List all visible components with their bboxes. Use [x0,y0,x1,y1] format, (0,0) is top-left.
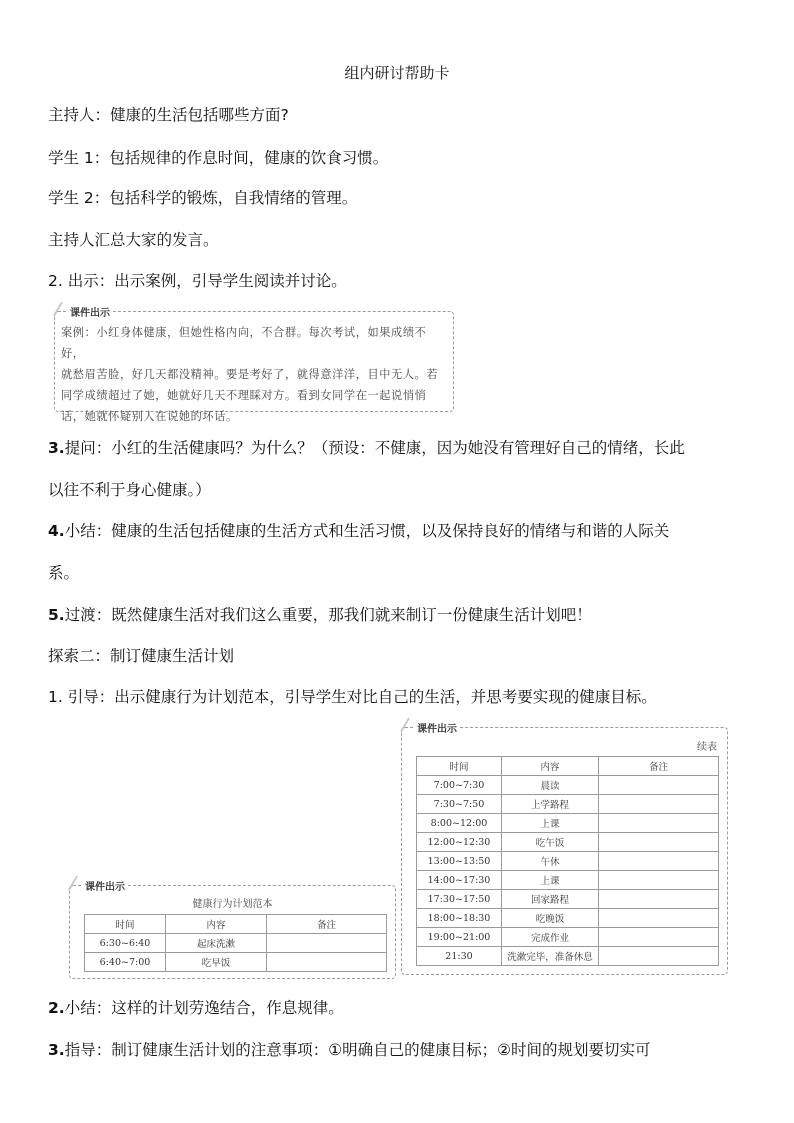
table-row [417,814,719,833]
table-header-row [85,915,387,934]
case-line: 案例：小红身体健康，但她性格内向，不合群。每次考试，如果成绩不好， [61,326,427,360]
step-text: 小结：这样的计划劳逸结合，作息规律。 [64,999,344,1017]
cell-content: 洗漱完毕，准备休息 [502,947,599,966]
cell-time: 21:30 [417,947,502,966]
cell-note [599,852,719,871]
cell-note [599,833,719,852]
student2-answer: 学生 2：包括科学的锻炼，自我情绪的管理。 [48,189,358,207]
cell-time: 14:00~17:30 [417,871,502,890]
table-row [417,947,719,966]
cell-content: 完成作业 [502,928,599,947]
step-text: 过渡：既然健康生活对我们这么重要，那我们就来制订一份健康生活计划吧！ [64,606,592,624]
cell-time: 7:30~7:50 [417,795,502,814]
plan-table-right [416,756,719,966]
cell-content: 吃早饭 [166,953,267,972]
header-note: 备注 [599,757,719,776]
table-row [417,852,719,871]
cell-content: 吃午饭 [502,833,599,852]
page-title: 组内研讨帮助卡 [344,64,450,82]
card-tag: 课件出示 [414,720,460,735]
cell-content: 回家路程 [502,890,599,909]
header-content: 内容 [502,757,599,776]
table-header-row [417,757,719,776]
table-row [417,928,719,947]
guidance-step3 [48,1038,650,1060]
cell-note [599,947,719,966]
guide-step1: 1. 引导：出示健康行为计划范本，引导学生对比自己的生活，并思考要实现的健康目标。 [48,688,657,706]
table-row [417,776,719,795]
cell-note [599,928,719,947]
cell-content: 午休 [502,852,599,871]
case-line: 同学成绩超过了她，她就好几天不理睬对方。看到女同学在一起说悄悄 [61,389,427,402]
table-row [417,833,719,852]
header-time: 时间 [85,915,166,934]
step4-summary-cont: 系。 [48,564,80,582]
case-card [54,308,454,423]
cell-note [599,795,719,814]
card-tag: 课件出示 [67,304,113,319]
cell-content: 上学路程 [502,795,599,814]
cell-note [599,890,719,909]
cell-time: 7:00~7:30 [417,776,502,795]
continued-label: 续表 [697,742,717,753]
cell-note [599,909,719,928]
cell-time: 18:00~18:30 [417,909,502,928]
step-text: 提问：小红的生活健康吗？为什么？（预设：不健康，因为她没有管理好自己的情绪，长此 [64,439,685,457]
cell-note [599,776,719,795]
table-row [417,890,719,909]
cell-note [599,871,719,890]
cell-content: 上课 [502,871,599,890]
cell-note [267,934,387,953]
cell-time: 19:00~21:00 [417,928,502,947]
table-row [85,934,387,953]
step2-show-case: 2. 出示：出示案例，引导学生阅读并讨论。 [48,272,347,290]
cell-time: 8:00~12:00 [417,814,502,833]
case-line: 话，她就怀疑别人在说她的坏话。 [61,410,238,423]
step3-question [48,436,685,458]
cell-time: 17:30~17:50 [417,890,502,909]
step-number: 2. [48,999,65,1017]
header-note: 备注 [267,915,387,934]
plan-title: 健康行为计划范本 [192,899,273,910]
cell-note [267,953,387,972]
header-content: 内容 [166,915,267,934]
step4-summary [48,519,669,541]
host-question: 主持人：健康的生活包括哪些方面? [48,106,289,124]
step3-question-cont: 以往不利于身心健康。） [48,481,211,499]
table-row [417,871,719,890]
cell-time: 12:00~12:30 [417,833,502,852]
cell-time: 13:00~13:50 [417,852,502,871]
case-line: 就愁眉苦脸，好几天都没精神。要是考好了，就得意洋洋，目中无人。若 [61,368,439,381]
cell-note [599,814,719,833]
step-number: 5. [48,606,65,624]
cell-content: 吃晚饭 [502,909,599,928]
table-row [85,953,387,972]
student1-answer: 学生 1：包括规律的作息时间，健康的饮食习惯。 [48,149,389,167]
cell-time: 6:30~6:40 [85,934,166,953]
step-text: 小结：健康的生活包括健康的生活方式和生活习惯，以及保持良好的情绪与和谐的人际关 [64,522,670,540]
case-text [55,312,453,427]
host-summary: 主持人汇总大家的发言。 [48,231,219,249]
plan-card-left [69,882,396,979]
step5-transition [48,603,592,625]
plan-card-right [401,724,728,975]
cell-content: 晨读 [502,776,599,795]
step-text: 指导：制订健康生活计划的注意事项：①明确自己的健康目标；②时间的规划要切实可 [64,1041,651,1059]
cell-content: 起床洗漱 [166,934,267,953]
card-tag: 课件出示 [82,878,128,893]
step-number: 4. [48,522,65,540]
table-row [417,909,719,928]
explore-two-heading: 探索二：制订健康生活计划 [48,647,235,665]
header-time: 时间 [417,757,502,776]
table-row [417,795,719,814]
summary-step2 [48,996,344,1018]
cell-time: 6:40~7:00 [85,953,166,972]
step-number: 3. [48,1041,65,1059]
step-number: 3. [48,439,65,457]
cell-content: 上课 [502,814,599,833]
plan-table-left [84,914,387,972]
